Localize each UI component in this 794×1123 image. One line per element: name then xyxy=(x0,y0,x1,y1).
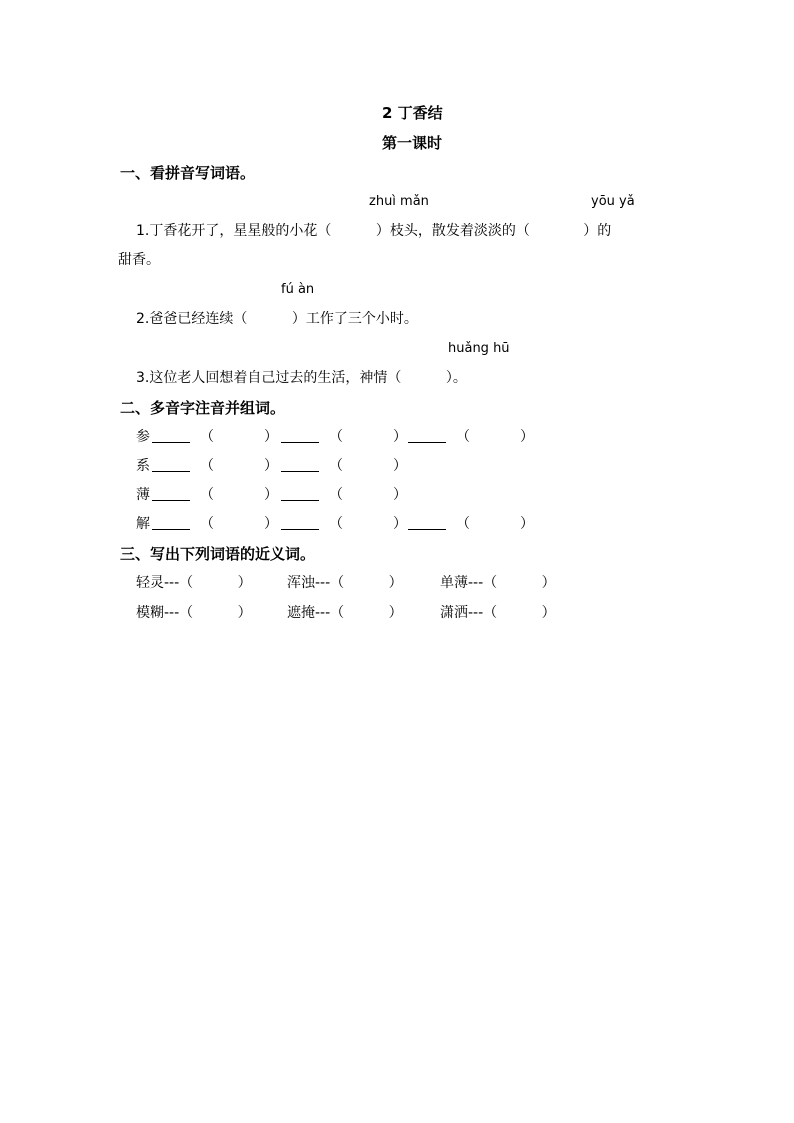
answer-blank[interactable] xyxy=(281,515,319,530)
close-paren: ） xyxy=(393,487,407,503)
answer-blank[interactable] xyxy=(152,486,190,501)
lesson-title: 2 丁香结 xyxy=(382,104,443,122)
open-paren: （ xyxy=(200,429,214,445)
close-paren: ） xyxy=(264,429,278,445)
synonym-item: 单薄---（ ） xyxy=(440,575,556,591)
answer-blank[interactable] xyxy=(281,428,319,443)
answer-blank[interactable] xyxy=(408,515,446,530)
close-paren: ） xyxy=(393,458,407,474)
open-paren: （ xyxy=(329,516,343,532)
close-paren: ） xyxy=(520,429,534,445)
polyphone-char: 解 xyxy=(136,516,150,532)
answer-blank[interactable] xyxy=(281,457,319,472)
synonym-item: 浑浊---（ ） xyxy=(287,575,403,591)
q1-line1: 1.丁香花开了，星星般的小花（ ）枝头，散发着淡淡的（ ）的 xyxy=(136,223,612,239)
section2-heading: 二、多音字注音并组词。 xyxy=(120,399,286,417)
polyphone-char: 参 xyxy=(136,429,150,445)
open-paren: （ xyxy=(329,458,343,474)
close-paren: ） xyxy=(264,458,278,474)
answer-blank[interactable] xyxy=(152,457,190,472)
answer-blank[interactable] xyxy=(152,515,190,530)
q1-line2: 甜香。 xyxy=(118,252,160,268)
answer-blank[interactable] xyxy=(408,428,446,443)
lesson-subtitle: 第一课时 xyxy=(382,134,443,152)
q3-pinyin: huǎng hū xyxy=(448,341,510,356)
q1-pinyin-a: zhuì mǎn xyxy=(369,194,429,209)
close-paren: ） xyxy=(520,516,534,532)
section3-heading: 三、写出下列词语的近义词。 xyxy=(120,545,316,563)
close-paren: ） xyxy=(393,516,407,532)
q2-line: 2.爸爸已经连续（ ）工作了三个小时。 xyxy=(136,311,418,327)
q1-pinyin-b: yōu yǎ xyxy=(591,194,635,209)
open-paren: （ xyxy=(200,516,214,532)
close-paren: ） xyxy=(264,516,278,532)
close-paren: ） xyxy=(264,487,278,503)
synonym-item: 遮掩---（ ） xyxy=(287,605,403,621)
answer-blank[interactable] xyxy=(152,428,190,443)
q3-line: 3.这位老人回想着自己过去的生活，神情（ ）。 xyxy=(136,370,467,386)
synonym-item: 潇洒---（ ） xyxy=(440,605,556,621)
q2-pinyin: fú àn xyxy=(281,282,315,297)
open-paren: （ xyxy=(456,516,470,532)
synonym-item: 轻灵---（ ） xyxy=(136,575,252,591)
close-paren: ） xyxy=(393,429,407,445)
synonym-item: 模糊---（ ） xyxy=(136,605,252,621)
polyphone-char: 系 xyxy=(136,458,150,474)
section1-heading: 一、看拼音写词语。 xyxy=(120,164,256,182)
open-paren: （ xyxy=(200,487,214,503)
answer-blank[interactable] xyxy=(281,486,319,501)
open-paren: （ xyxy=(329,429,343,445)
polyphone-char: 薄 xyxy=(136,487,150,503)
open-paren: （ xyxy=(329,487,343,503)
open-paren: （ xyxy=(456,429,470,445)
open-paren: （ xyxy=(200,458,214,474)
